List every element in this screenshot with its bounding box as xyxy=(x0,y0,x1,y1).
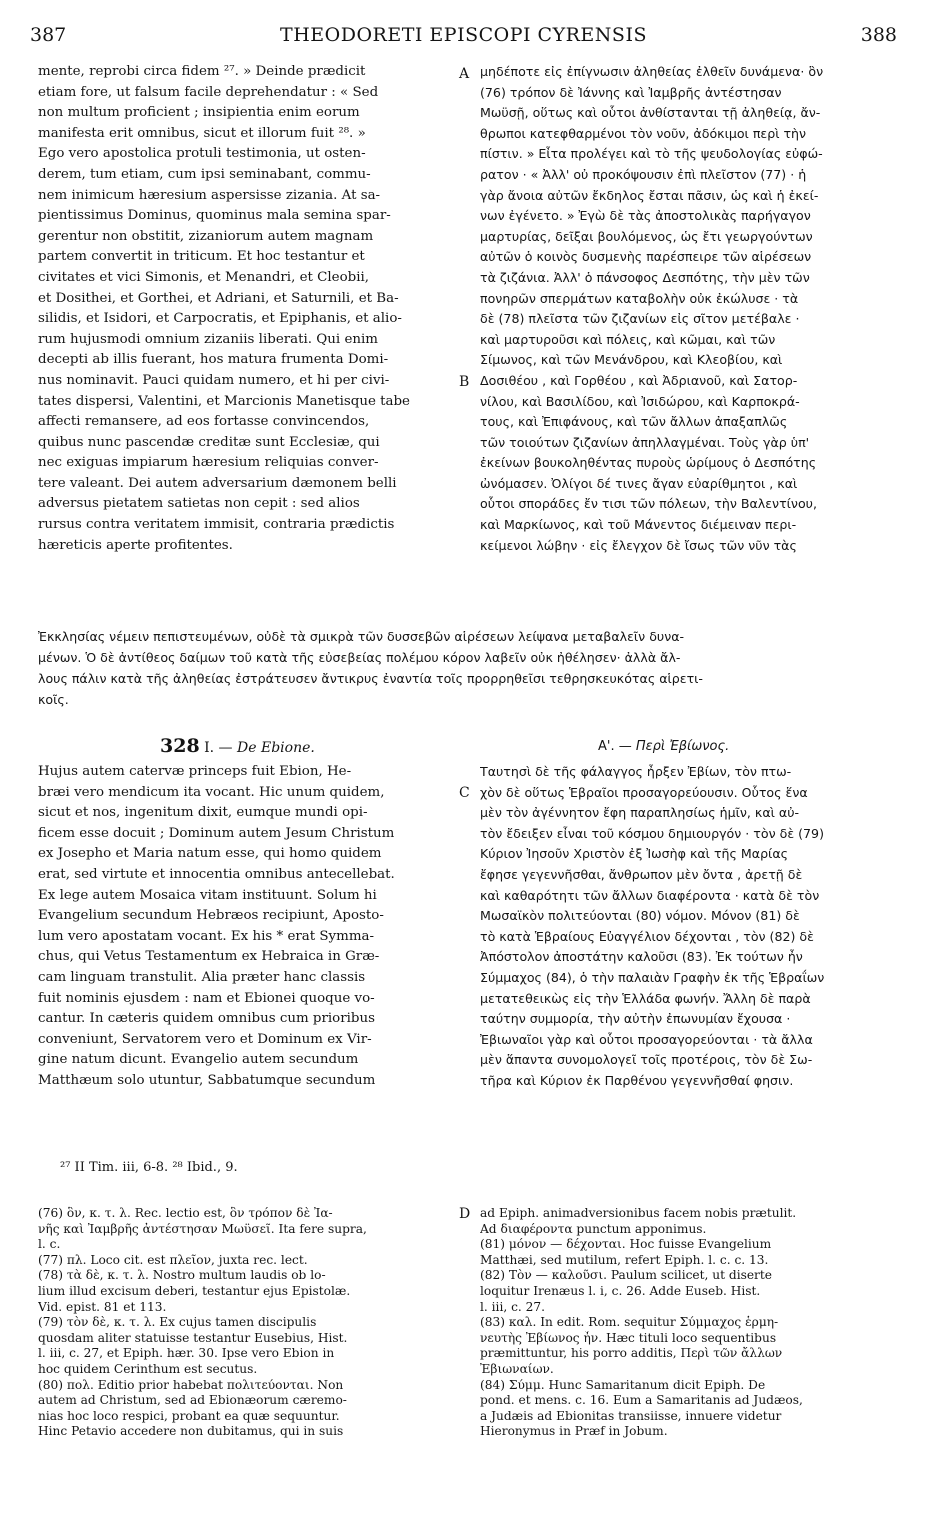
footnote-line: Ad διαφέροντα punctum apponimus. xyxy=(480,1221,707,1236)
footnote-line: (76) ὃν, κ. τ. λ. Rec. lectio est, ὃν τρόπον δὲ Ἰα- xyxy=(38,1206,333,1220)
latin-line: nem inimicum hæresium aspersisse zizania. At sa- xyxy=(38,187,381,203)
footnote-line: ad Epiph. animadversionibus facem nobis prætulit. xyxy=(480,1206,797,1220)
latin-column-section xyxy=(38,762,454,1092)
footnote-line: nias hoc loco respici, probant ea quæ sequuntur. xyxy=(38,1408,340,1423)
latin-line: manifesta erit omnibus, sicut et illorum fuit ²⁸. » xyxy=(38,125,366,141)
greek-line: τους, καὶ Ἐπιφάνους, καὶ τῶν ἄλλων ἀπαξαπλῶς xyxy=(480,414,788,430)
footnote-line: Vid. epist. 81 et 113. xyxy=(38,1299,167,1314)
latin-line: silidis, et Isidori, et Carpocratis, et Epiphanis, et alio- xyxy=(38,311,402,327)
greek-line: τῶν τοιούτων ζιζανίων ἀπηλλαγμέναι. Τοὺς γὰρ ὑπ' xyxy=(480,434,810,450)
greek-full-line: λους πάλιν κατὰ τῆς ἀληθείας ἐστράτευσεν ἄντικρυς ἐναντία τοῖς προρρηθεῖσι τεθρησκευκότας αἱρετι- xyxy=(38,671,703,686)
greek-line: Ταυτησὶ δὲ τῆς φάλαγγος ἦρξεν Ἐβίων, τὸν πτω- xyxy=(480,764,792,779)
greek-line: κείμενοι λώβην · εἰς ἔλεγχον δὲ ἴσως τῶν νῦν τὰς xyxy=(480,537,797,553)
footnote-line: præmittuntur, his porro additis, Περὶ τῶν ἄλλων xyxy=(480,1346,783,1361)
greek-line: δὲ (78) πλεῖστα τῶν ζιζανίων εἰς σῖτον μετέβαλε · xyxy=(480,311,800,327)
greek-line: Ἀπόστολον ἀποστάτην καλοῦσι (83). Ἐκ τούτων ἦν xyxy=(480,949,803,965)
greek-line: αὐτῶν ὁ κοινὸς δυσμενὴς παρέσπειρε τῶν αἱρέσεων xyxy=(480,249,812,265)
latin-line: partem convertit in triticum. Et hoc testantur et xyxy=(38,249,365,265)
latin-line: et Dosithei, et Gorthei, et Adriani, et Saturnili, et Ba- xyxy=(38,290,399,306)
greek-line: ρατον · « Ἀλλ' οὐ προκόψουσιν ἐπὶ πλεῖστον (77) · ἡ xyxy=(480,166,807,182)
greek-line: καὶ Μαρκίωνος, καὶ τοῦ Μάνεντος διέμειναν περι- xyxy=(480,517,797,533)
greek-line: χὸν δὲ οὕτως Ἑβραῖοι προσαγορεύουσιν. Οὗτος ἕνα xyxy=(480,784,808,800)
footnote-line: (77) πλ. Loco cit. est πλεῖον, juxta rec. lect. xyxy=(38,1252,308,1267)
footnote-line: l. c. xyxy=(38,1237,61,1252)
running-title: THEODORETI EPISCOPI CYRENSIS xyxy=(280,24,647,46)
greek-line: οὗτοι σποράδες ἔν τισι τῶν πόλεων, τὴν Βαλεντίνου, xyxy=(480,496,817,512)
greek-line: νίλου, καὶ Βασιλίδου, καὶ Ἰσιδώρου, καὶ Καρποκρά- xyxy=(480,393,800,409)
latin-line: hæreticis aperte profitentes. xyxy=(38,537,233,553)
latin-line: ex Josepho et Maria natum esse, qui homo quidem xyxy=(38,846,382,862)
greek-line: γὰρ ἄνοια αὐτῶν ἔκδηλος ἔσται πᾶσιν, ὡς καὶ ἡ ἐκεί- xyxy=(480,187,819,203)
footnote-line: νῆς καὶ Ἰαμβρῆς ἀντέστησαν Μωϋσεῖ. Ita fere supra, xyxy=(38,1221,367,1236)
footnote-line: Ἐβιωναίων. xyxy=(480,1361,554,1376)
greek-line: πίστιν. » Εἶτα προλέγει καὶ τὸ τῆς ψευδολογίας εὐφώ- xyxy=(480,146,823,162)
footnotes-left xyxy=(38,1206,454,1440)
section-number: 328 xyxy=(160,735,200,757)
footnote-line: Hinc Petavio accedere non dubitamus, qui in suis xyxy=(38,1424,344,1439)
page-number-right: 388 xyxy=(860,24,897,46)
latin-column-top xyxy=(38,62,454,556)
greek-line: Κύριον Ἰησοῦν Χριστὸν ἐξ Ἰωσὴφ καὶ τῆς Μαρίας xyxy=(480,846,789,862)
latin-line: mente, reprobi circa fidem ²⁷. » Deinde prædicit xyxy=(38,64,366,79)
latin-line: Hujus autem catervæ princeps fuit Ebion, He- xyxy=(38,764,352,779)
greek-line: καὶ μαρτυροῦσι καὶ πόλεις, καὶ κῶμαι, καὶ τῶν xyxy=(480,331,776,347)
greek-line: Μωϋσῇ, οὕτως καὶ οὗτοι ἀνθίστανται τῇ ἀληθείᾳ, ἄν- xyxy=(480,105,821,121)
greek-line: μηδέποτε εἰς ἐπίγνωσιν ἀληθείας ἐλθεῖν δυνάμενα· ὃν xyxy=(480,64,824,79)
greek-line: μὲν τὸν ἀγέννητον ἔφη παραπλησίως ἡμῖν, καὶ αὐ- xyxy=(480,805,800,821)
footnote-line: a Judæis ad Ebionitas transiisse, innuere videtur xyxy=(480,1408,782,1423)
footnote-line: quosdam aliter statuisse testantur Eusebius, Hist. xyxy=(38,1330,348,1345)
greek-line: καὶ καθαρότητι τῶν ἄλλων διαφέροντα · κατὰ δὲ τὸν xyxy=(480,887,820,903)
latin-line: nus nominavit. Pauci quidam numero, et hi per civi- xyxy=(38,372,390,388)
greek-section-heading xyxy=(598,739,729,754)
footnote-line: l. iii, c. 27. xyxy=(480,1299,546,1314)
latin-line: decepti ab illis fuerant, hos matura frumenta Domi- xyxy=(38,352,389,368)
greek-line: μὲν ἅπαντα συνομολογεῖ τοῖς προτέροις, τὸν δὲ Σω- xyxy=(480,1052,813,1068)
latin-line: non multum proficient ; insipientia enim eorum xyxy=(38,105,360,121)
greek-line: μετατεθεικὼς εἰς τὴν Ἑλλάδα φωνήν. Ἄλλη δὲ παρὰ xyxy=(480,990,811,1006)
footnote-line: (84) Σύμμ. Hunc Samaritanum dicit Epiph. De xyxy=(480,1377,766,1392)
latin-line: tates dispersi, Valentini, et Marcionis Manetisque tabe xyxy=(38,393,410,409)
footnote-line: νευτὴς Ἐβίωνος ἦν. Hæc tituli loco sequentibus xyxy=(480,1330,777,1345)
footnote-line: Matthæi, sed mutilum, refert Epiph. l. c. c. 13. xyxy=(480,1252,769,1267)
footnote-line: (78) τὰ δὲ, κ. τ. λ. Nostro multum laudis ob lo- xyxy=(38,1268,326,1283)
greek-line: Σίμωνος, καὶ τῶν Μενάνδρου, καὶ Κλεοβίου, καὶ xyxy=(480,352,783,368)
greek-line: τὰ ζιζάνια. Ἀλλ' ὁ πάνσοφος Δεσπότης, τὴν μὲν τῶν xyxy=(480,269,810,285)
scripture-references: ²⁷ II Tim. iii, 6-8. ²⁸ Ibid., 9. xyxy=(60,1160,238,1175)
latin-line: pientissimus Dominus, quominus mala semina spar- xyxy=(38,208,391,224)
footnote-line: hoc quidem Cerinthum est secutus. xyxy=(38,1361,258,1376)
latin-line: Evangelium secundum Hebræos recipiunt, Aposto- xyxy=(38,908,384,924)
margin-marker-d: D xyxy=(459,1206,471,1222)
margin-marker-a: A xyxy=(459,66,470,82)
latin-line: affecti remansere, ad eos fortasse convincendos, xyxy=(38,414,370,430)
latin-line: chus, qui Vetus Testamentum ex Hebraica in Græ- xyxy=(38,949,380,965)
greek-line: Μωσαϊκὸν πολιτεύονται (80) νόμον. Μόνον (81) δὲ xyxy=(480,908,800,924)
greek-line: μαρτυρίας, δεῖξαι βουλόμενος, ὡς ἔτι γεωργούντων xyxy=(480,228,813,244)
greek-line: Σύμμαχος (84), ὁ τὴν παλαιὰν Γραφὴν ἐκ τῆς Ἑβραΐων xyxy=(480,969,825,985)
margin-marker-c: C xyxy=(459,785,470,801)
latin-section-heading xyxy=(160,735,315,757)
greek-line: νων ἐγένετο. » Ἐγὼ δὲ τὰς ἀποστολικὰς παρήγαγον xyxy=(480,208,811,224)
latin-line: rursus contra veritatem immisit, contraria prædictis xyxy=(38,517,395,533)
footnote-line: Hieronymus in Præf in Jobum. xyxy=(480,1424,668,1439)
greek-line: (76) τρόπον δὲ Ἰάννης καὶ Ἰαμβρῆς ἀντέστησαν xyxy=(480,84,782,100)
footnote-line: (82) Τὸν — καλοῦσι. Paulum scilicet, ut diserte xyxy=(480,1268,772,1283)
footnote-line: lium illud excisum deberi, testantur ejus Epistolæ. xyxy=(38,1283,351,1298)
latin-line: Matthæum solo utuntur, Sabbatumque secundum xyxy=(38,1072,376,1088)
greek-column-section xyxy=(480,762,892,1092)
greek-full-width-passage xyxy=(38,626,892,710)
greek-heading-title: Περὶ Ἐβίωνος. xyxy=(635,739,730,754)
greek-full-line: Ἐκκλησίας νέμειν πεπιστευμένων, οὐδὲ τὰ σμικρὰ τῶν δυσσεβῶν αἱρέσεων λείψανα μεταβαλεῖν δυνα- xyxy=(38,629,685,644)
footnote-line: autem ad Christum, sed ad Ebionæorum cæremo- xyxy=(38,1393,347,1408)
latin-line: adversus pietatem satietas non cepit : sed alios xyxy=(38,496,360,512)
latin-line: nec exiguas impiarum hæresium reliquias conver- xyxy=(38,455,379,471)
greek-heading-num: Α'. — xyxy=(598,739,632,754)
latin-line: cantur. In cæteris quidem omnibus cum prioribus xyxy=(38,1011,375,1027)
footnote-line: (83) καλ. In edit. Rom. sequitur Σύμμαχος ἑρμη- xyxy=(480,1315,779,1330)
greek-line: τὸ κατὰ Ἑβραίους Εὐαγγέλιον δέχονται , τὸν (82) δὲ xyxy=(480,928,814,944)
latin-line: Ego vero apostolica protuli testimonia, ut osten- xyxy=(38,146,366,162)
greek-full-line: μένων. Ὁ δὲ ἀντίθεος δαίμων τοῦ κατὰ τῆς εὐσεβείας πολέμου κόρον λαβεῖν οὐκ ἠθέλησεν· ἀλλὰ ἄλ- xyxy=(38,650,681,665)
latin-line: bræi vero mendicum ita vocant. Hic unum quidem, xyxy=(38,784,385,800)
latin-line: rum hujusmodi omnium zizaniis liberati. Qui enim xyxy=(38,331,378,347)
latin-line: erat, sed virtute et innocentia omnibus antecellebat. xyxy=(38,866,395,882)
footnote-line: pond. et mens. c. 16. Eum a Samaritanis ad Judæos, xyxy=(480,1393,803,1408)
footnote-line: (79) τὸν δὲ, κ. τ. λ. Ex cujus tamen discipulis xyxy=(38,1315,317,1330)
greek-line: ἔφησε γεγεννῆσθαι, ἄνθρωπον μὲν ὄντα , ἀρετῇ δὲ xyxy=(480,866,803,882)
greek-line: τὸν ἔδειξεν εἶναι τοῦ κόσμου δημιουργόν · τὸν δὲ (79) xyxy=(480,825,824,841)
latin-line: sicut et nos, ingenitum dixit, eumque mundi opi- xyxy=(38,805,368,821)
latin-line: lum vero apostatam vocant. Ex his * erat Symma- xyxy=(38,928,375,944)
latin-line: quibus nunc pascendæ creditæ sunt Ecclesiæ, qui xyxy=(38,434,380,450)
margin-marker-b: B xyxy=(459,374,470,390)
greek-line: Δοσιθέου , καὶ Γορθέου , καὶ Ἀδριανοῦ, καὶ Σατορ- xyxy=(480,372,798,388)
greek-full-line: κοῖς. xyxy=(38,692,69,707)
greek-line: Ἐβιωναῖοι γὰρ καὶ οὗτοι προσαγορεύονται · τὰ ἄλλα xyxy=(480,1031,813,1047)
latin-line: gine natum dicunt. Evangelio autem secundum xyxy=(38,1052,359,1068)
greek-line: πονηρῶν σπερμάτων καταβολὴν οὐκ ἐκώλυσε · τὰ xyxy=(480,290,799,306)
latin-line: etiam fore, ut falsum facile deprehendatur : « Sed xyxy=(38,84,379,100)
latin-line: fuit nominis ejusdem : nam et Ebionei quoque vo- xyxy=(38,990,375,1006)
latin-heading-num: I. — xyxy=(204,740,233,756)
greek-line: ταύτην συμμορία, τὴν αὐτὴν ἐπωνυμίαν ἔχουσα · xyxy=(480,1011,791,1027)
latin-line: ficem esse docuit ; Dominum autem Jesum Christum xyxy=(38,825,395,841)
footnote-line: loquitur Irenæus l. i, c. 26. Adde Euseb. Hist. xyxy=(480,1283,761,1298)
latin-line: conveniunt, Servatorem vero et Dominum ex Vir- xyxy=(38,1031,372,1047)
greek-line: τῆρα καὶ Κύριον ἐκ Παρθένου γεγεννῆσθαί φησιν. xyxy=(480,1072,794,1088)
latin-heading-title: De Ebione. xyxy=(237,740,315,756)
latin-line: cam linguam transtulit. Alia præter hanc classis xyxy=(38,969,366,985)
greek-line: ἐκείνων βουκοληθέντας πυροὺς ὡρίμους ὁ Δεσπότης xyxy=(480,455,817,471)
running-header xyxy=(30,22,897,50)
latin-line: derem, tum etiam, cum ipsi seminabant, commu- xyxy=(38,166,371,182)
footnotes-right xyxy=(480,1206,892,1440)
footnote-line: (80) πολ. Editio prior habebat πολιτεύονται. Non xyxy=(38,1377,344,1392)
greek-column-top xyxy=(480,62,892,556)
footnote-line: (81) μόνον — δέχονται. Hoc fuisse Evangelium xyxy=(480,1237,772,1252)
latin-line: civitates et vici Simonis, et Menandri, et Cleobii, xyxy=(38,269,370,285)
footnote-line: l. iii, c. 27, et Epiph. hær. 30. Ipse vero Ebion in xyxy=(38,1346,335,1361)
latin-line: gerentur non obstitit, zizaniorum autem magnam xyxy=(38,228,374,244)
latin-line: tere valeant. Dei autem adversarium dæmonem belli xyxy=(38,475,397,491)
latin-line: Ex lege autem Mosaica vitam instituunt. Solum hi xyxy=(38,887,377,903)
greek-line: θρωποι κατεφθαρμένοι τὸν νοῦν, ἀδόκιμοι περὶ τὴν xyxy=(480,125,807,141)
page-number-left: 387 xyxy=(30,24,67,46)
greek-line: ὠνόμασεν. Ὀλίγοι δέ τινες ἄγαν εὐαρίθμητοι , καὶ xyxy=(480,475,798,491)
